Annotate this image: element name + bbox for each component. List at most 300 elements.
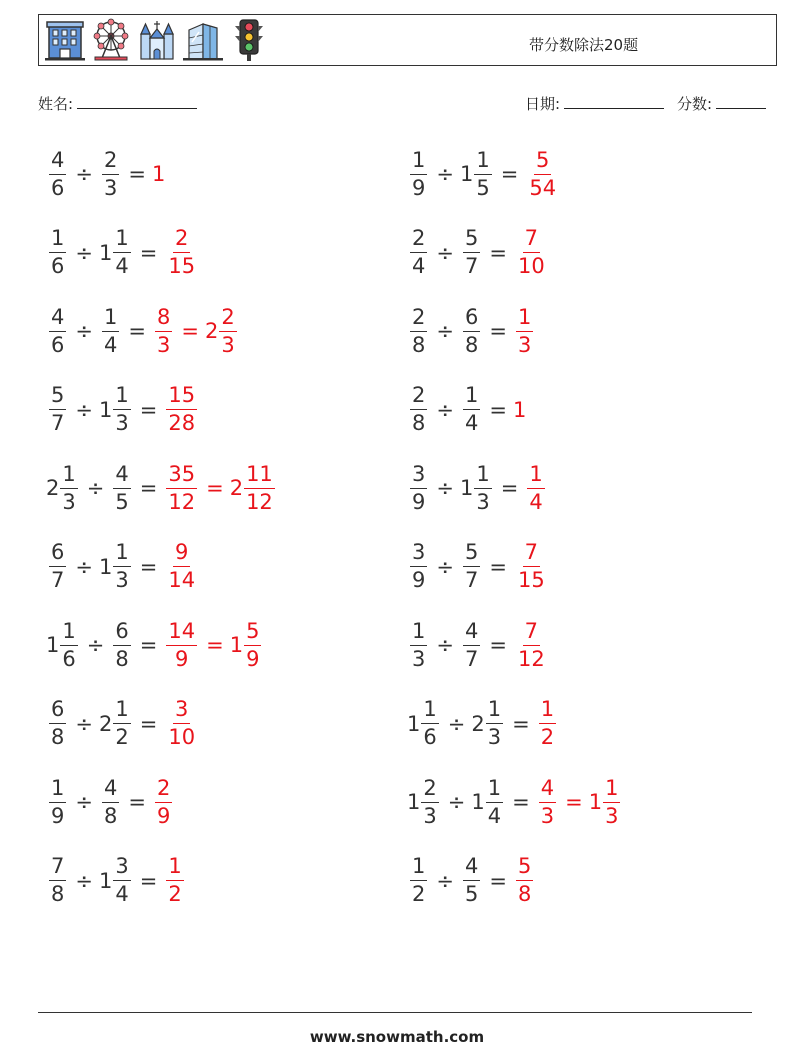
problem-item xyxy=(46,612,264,678)
fraction xyxy=(166,618,197,671)
equals-sign: = xyxy=(500,476,519,500)
fraction xyxy=(410,542,427,591)
fraction xyxy=(474,147,491,200)
equals-sign: = xyxy=(565,790,583,814)
equals-sign: = xyxy=(500,162,519,186)
whole-part: 2 xyxy=(471,711,485,736)
denominator: 4 xyxy=(115,254,129,278)
mixed-number xyxy=(46,856,69,905)
denominator: 3 xyxy=(62,489,76,514)
numerator: 4 xyxy=(463,856,480,881)
denominator: 10 xyxy=(517,254,545,278)
mixed-number xyxy=(46,699,69,748)
fraction xyxy=(516,618,547,671)
mixed-number xyxy=(407,699,442,748)
whole-part: 1 xyxy=(407,711,421,736)
numerator: 9 xyxy=(173,542,190,567)
equals-sign: = xyxy=(489,397,507,422)
denominator: 9 xyxy=(175,646,189,671)
mixed-number xyxy=(163,699,200,748)
numerator: 1 xyxy=(166,856,183,881)
denominator: 3 xyxy=(221,332,235,357)
denominator: 6 xyxy=(51,175,65,200)
glass-skyscraper-icon xyxy=(183,18,223,62)
divide-sign: ÷ xyxy=(86,633,105,657)
name-field xyxy=(38,93,197,114)
denominator: 12 xyxy=(168,489,196,514)
score-label: 分数: xyxy=(677,95,713,113)
whole-part: 1 xyxy=(512,397,527,422)
denominator: 8 xyxy=(51,725,65,749)
mixed-number xyxy=(471,775,506,828)
denominator: 15 xyxy=(517,568,545,592)
divide-sign: ÷ xyxy=(436,162,454,186)
equals-sign: = xyxy=(206,476,224,500)
mixed-number xyxy=(536,699,559,748)
divide-sign: ÷ xyxy=(75,397,93,422)
equals-sign: = xyxy=(489,633,507,657)
numerator: 1 xyxy=(410,150,427,175)
mixed-number xyxy=(46,147,69,200)
whole-part: 2 xyxy=(98,711,113,736)
mixed-number xyxy=(407,385,430,434)
problem-item xyxy=(407,455,548,521)
numerator: 1 xyxy=(113,699,130,724)
problem-item xyxy=(46,534,200,600)
denominator: 4 xyxy=(464,411,479,435)
fraction xyxy=(463,618,480,671)
whole-part: 1 xyxy=(98,868,113,893)
numerator: 4 xyxy=(113,464,130,489)
numerator: 1 xyxy=(486,699,503,724)
numerator: 7 xyxy=(523,621,540,646)
numerator: 5 xyxy=(244,621,261,646)
mixed-number xyxy=(163,461,200,514)
divide-sign: ÷ xyxy=(436,633,454,657)
date-blank[interactable] xyxy=(564,93,664,109)
numerator: 1 xyxy=(421,699,438,724)
mixed-number xyxy=(513,304,536,357)
fraction xyxy=(486,775,503,828)
problem-item xyxy=(407,769,623,835)
fraction xyxy=(49,385,66,434)
denominator: 6 xyxy=(51,254,65,278)
fraction xyxy=(463,228,480,277)
equals-sign: = xyxy=(128,790,146,814)
numerator: 1 xyxy=(60,621,77,646)
footer-url: www.snowmath.com xyxy=(309,1028,485,1046)
numerator: 6 xyxy=(463,307,480,332)
denominator: 14 xyxy=(168,568,196,592)
numerator: 4 xyxy=(539,778,556,803)
denominator: 4 xyxy=(529,489,543,514)
mixed-number xyxy=(460,618,483,671)
mixed-number xyxy=(471,699,506,748)
mixed-number xyxy=(99,699,134,748)
fraction xyxy=(166,461,197,514)
equals-sign: = xyxy=(206,633,224,657)
divide-sign: ÷ xyxy=(436,476,454,500)
denominator: 8 xyxy=(103,803,118,828)
numerator: 5 xyxy=(463,228,480,253)
fraction xyxy=(113,542,130,591)
problem-item xyxy=(407,141,561,207)
fraction xyxy=(166,699,197,748)
mixed-number xyxy=(407,147,430,200)
denominator: 3 xyxy=(115,411,129,435)
numerator: 3 xyxy=(113,856,130,881)
numerator: 1 xyxy=(516,307,533,332)
fraction xyxy=(603,775,620,828)
numerator: 7 xyxy=(523,542,540,567)
equals-sign: = xyxy=(181,319,199,343)
mixed-number xyxy=(99,856,134,905)
numerator: 1 xyxy=(603,778,620,803)
name-blank[interactable] xyxy=(77,93,197,109)
mixed-number xyxy=(99,228,134,277)
numerator: 5 xyxy=(463,542,480,567)
date-label: 日期: xyxy=(525,95,561,113)
mixed-number xyxy=(513,618,550,671)
mixed-number xyxy=(513,542,550,591)
fraction xyxy=(516,228,547,277)
divide-sign: ÷ xyxy=(75,554,93,579)
fraction xyxy=(516,542,547,591)
problem-item xyxy=(407,377,527,443)
numerator: 4 xyxy=(49,150,66,175)
numerator: 5 xyxy=(516,856,533,881)
problem-item xyxy=(46,691,200,757)
mixed-number xyxy=(229,461,278,514)
problem-item xyxy=(46,455,278,521)
equals-sign: = xyxy=(512,711,530,736)
divide-sign: ÷ xyxy=(447,711,466,736)
whole-part: 2 xyxy=(229,476,244,500)
mixed-number xyxy=(524,461,547,514)
problem-item xyxy=(46,848,187,914)
church-icon xyxy=(137,18,177,62)
mixed-number xyxy=(110,461,133,514)
denominator: 6 xyxy=(62,646,76,671)
traffic-light-icon xyxy=(229,18,269,62)
mixed-number xyxy=(152,304,175,357)
equals-sign: = xyxy=(489,868,507,893)
numerator: 4 xyxy=(102,778,119,803)
fraction xyxy=(113,618,130,671)
whole-part: 2 xyxy=(204,319,219,343)
fraction xyxy=(539,775,556,828)
mixed-number xyxy=(99,147,122,200)
whole-part: 1 xyxy=(46,633,60,657)
denominator: 7 xyxy=(464,254,479,278)
fraction xyxy=(113,228,130,277)
equals-sign: = xyxy=(139,240,158,265)
fraction xyxy=(539,699,556,748)
divide-sign: ÷ xyxy=(75,868,93,893)
denominator: 9 xyxy=(412,568,426,592)
mixed-number xyxy=(407,228,430,277)
mixed-number xyxy=(46,775,69,828)
numerator: 1 xyxy=(113,228,130,253)
fraction xyxy=(166,385,197,434)
fraction xyxy=(474,461,491,514)
fraction xyxy=(102,147,119,200)
fraction xyxy=(410,856,427,905)
divide-sign: ÷ xyxy=(447,790,466,814)
numerator: 4 xyxy=(463,621,480,646)
numerator: 2 xyxy=(155,778,172,803)
mixed-number xyxy=(163,385,200,434)
problem-item xyxy=(46,377,200,443)
numerator: 1 xyxy=(49,228,66,253)
fraction xyxy=(516,304,533,357)
numerator: 1 xyxy=(410,621,427,646)
whole-part: 2 xyxy=(46,476,60,500)
denominator: 9 xyxy=(412,489,426,514)
denominator: 3 xyxy=(115,568,129,592)
denominator: 8 xyxy=(412,332,426,357)
equals-sign: = xyxy=(128,319,146,343)
denominator: 7 xyxy=(464,568,479,592)
denominator: 8 xyxy=(464,332,479,357)
numerator: 2 xyxy=(410,385,427,410)
fraction xyxy=(113,856,130,905)
denominator: 5 xyxy=(464,882,479,906)
mixed-number xyxy=(460,228,483,277)
mixed-number xyxy=(152,775,175,828)
numerator: 1 xyxy=(463,385,480,410)
fraction xyxy=(463,304,480,357)
mixed-number xyxy=(536,775,559,828)
numerator: 7 xyxy=(523,228,540,253)
mixed-number xyxy=(99,304,122,357)
mixed-number xyxy=(99,542,134,591)
fraction xyxy=(244,618,261,671)
denominator: 9 xyxy=(51,803,65,828)
fraction xyxy=(166,542,197,591)
fraction xyxy=(49,304,66,357)
denominator: 4 xyxy=(412,254,426,278)
mixed-number xyxy=(407,542,430,591)
fraction xyxy=(463,856,480,905)
fraction xyxy=(49,542,66,591)
mixed-number xyxy=(46,618,81,671)
numerator: 1 xyxy=(486,778,503,803)
fraction xyxy=(49,775,66,828)
divide-sign: ÷ xyxy=(436,554,454,579)
mixed-number xyxy=(46,228,69,277)
denominator: 8 xyxy=(115,646,129,671)
fraction xyxy=(516,856,533,905)
fraction xyxy=(113,699,130,748)
numerator: 1 xyxy=(410,856,427,881)
denominator: 4 xyxy=(115,882,129,906)
fraction xyxy=(463,542,480,591)
denominator: 3 xyxy=(517,332,532,357)
date-field xyxy=(525,93,664,114)
worksheet-header xyxy=(38,14,777,66)
numerator: 6 xyxy=(49,699,66,724)
mixed-number xyxy=(46,304,69,357)
numerator: 2 xyxy=(173,228,190,253)
mixed-number xyxy=(163,542,200,591)
denominator: 54 xyxy=(529,175,557,200)
problem-item xyxy=(46,298,240,364)
problem-item xyxy=(46,220,200,286)
mixed-number xyxy=(151,162,166,186)
mixed-number xyxy=(460,856,483,905)
numerator: 4 xyxy=(49,307,66,332)
fraction xyxy=(486,699,503,748)
fraction xyxy=(410,461,427,514)
divide-sign: ÷ xyxy=(436,868,454,893)
fraction xyxy=(60,461,77,514)
numerator: 2 xyxy=(219,307,236,332)
fraction xyxy=(219,304,236,357)
mixed-number xyxy=(513,856,536,905)
mixed-number xyxy=(163,618,200,671)
header-icons xyxy=(45,18,269,62)
denominator: 7 xyxy=(464,646,479,671)
equals-sign: = xyxy=(512,790,530,814)
name-label: 姓名: xyxy=(38,95,74,113)
whole-part: 1 xyxy=(459,476,474,500)
mixed-number xyxy=(46,542,69,591)
denominator: 3 xyxy=(156,332,171,357)
denominator: 3 xyxy=(423,803,437,828)
mixed-number xyxy=(407,856,430,905)
fraction xyxy=(166,228,197,277)
whole-part: 1 xyxy=(588,790,603,814)
worksheet-title: 带分数除法20题 xyxy=(529,36,639,54)
denominator: 7 xyxy=(51,411,65,435)
numerator: 11 xyxy=(244,464,275,489)
numerator: 2 xyxy=(102,150,119,175)
denominator: 2 xyxy=(540,725,555,749)
fraction xyxy=(410,385,427,434)
problem-item xyxy=(407,298,536,364)
denominator: 4 xyxy=(487,803,502,828)
equals-sign: = xyxy=(139,397,158,422)
mixed-number xyxy=(204,304,240,357)
denominator: 2 xyxy=(115,725,129,749)
problem-item xyxy=(407,848,536,914)
fraction xyxy=(410,304,427,357)
mixed-number xyxy=(512,397,527,422)
problem-item xyxy=(46,141,166,207)
fraction xyxy=(49,856,66,905)
fraction xyxy=(113,385,130,434)
equals-sign: = xyxy=(489,554,507,579)
fraction xyxy=(410,228,427,277)
divide-sign: ÷ xyxy=(436,319,454,343)
equals-sign: = xyxy=(139,554,158,579)
fraction xyxy=(421,775,438,828)
denominator: 2 xyxy=(168,882,182,906)
fraction xyxy=(49,147,66,200)
numerator: 6 xyxy=(113,621,130,646)
denominator: 12 xyxy=(246,489,273,514)
fraction xyxy=(49,228,66,277)
divide-sign: ÷ xyxy=(75,162,93,186)
fraction xyxy=(421,699,438,748)
fraction xyxy=(244,461,275,514)
numerator: 2 xyxy=(421,778,438,803)
mixed-number xyxy=(459,461,495,514)
mixed-number xyxy=(99,385,134,434)
numerator: 3 xyxy=(173,699,190,724)
numerator: 1 xyxy=(527,464,544,489)
problem-item xyxy=(407,691,559,757)
divide-sign: ÷ xyxy=(75,711,93,736)
whole-part: 1 xyxy=(471,790,485,814)
mixed-number xyxy=(460,542,483,591)
denominator: 9 xyxy=(412,175,426,200)
numerator: 1 xyxy=(60,464,77,489)
numerator: 1 xyxy=(113,542,130,567)
equals-sign: = xyxy=(139,868,158,893)
divide-sign: ÷ xyxy=(436,240,454,265)
mixed-number xyxy=(513,228,550,277)
equals-sign: = xyxy=(139,633,158,657)
equals-sign: = xyxy=(139,476,158,500)
ferris-wheel-icon xyxy=(91,18,131,62)
divide-sign: ÷ xyxy=(75,319,93,343)
denominator: 10 xyxy=(168,725,196,749)
denominator: 7 xyxy=(51,568,65,592)
numerator: 8 xyxy=(155,307,172,332)
fraction xyxy=(463,385,480,434)
denominator: 2 xyxy=(412,882,426,906)
whole-part: 1 xyxy=(459,162,474,186)
score-field xyxy=(677,93,766,114)
numerator: 3 xyxy=(410,542,427,567)
numerator: 1 xyxy=(474,464,491,489)
mixed-number xyxy=(460,385,483,434)
divide-sign: ÷ xyxy=(86,476,105,500)
fraction xyxy=(102,304,119,357)
equals-sign: = xyxy=(139,711,158,736)
whole-part: 1 xyxy=(229,633,244,657)
numerator: 15 xyxy=(166,385,197,410)
denominator: 3 xyxy=(605,803,619,828)
numerator: 2 xyxy=(410,307,427,332)
problem-item xyxy=(407,612,550,678)
denominator: 3 xyxy=(412,646,426,671)
denominator: 15 xyxy=(168,254,196,278)
divide-sign: ÷ xyxy=(75,240,93,265)
denominator: 6 xyxy=(51,332,65,357)
fraction xyxy=(155,304,172,357)
mixed-number xyxy=(229,618,265,671)
office-building-icon xyxy=(45,18,85,62)
denominator: 28 xyxy=(168,411,196,435)
numerator: 2 xyxy=(410,228,427,253)
fraction xyxy=(166,856,183,905)
whole-part: 1 xyxy=(98,554,113,579)
numerator: 3 xyxy=(410,464,427,489)
whole-part: 1 xyxy=(98,397,113,422)
score-blank[interactable] xyxy=(716,93,766,109)
mixed-number xyxy=(163,856,186,905)
denominator: 6 xyxy=(423,725,437,749)
mixed-number xyxy=(110,618,133,671)
fraction xyxy=(410,618,427,671)
equals-sign: = xyxy=(489,319,507,343)
fraction xyxy=(49,699,66,748)
mixed-number xyxy=(99,775,122,828)
equals-sign: = xyxy=(489,240,507,265)
